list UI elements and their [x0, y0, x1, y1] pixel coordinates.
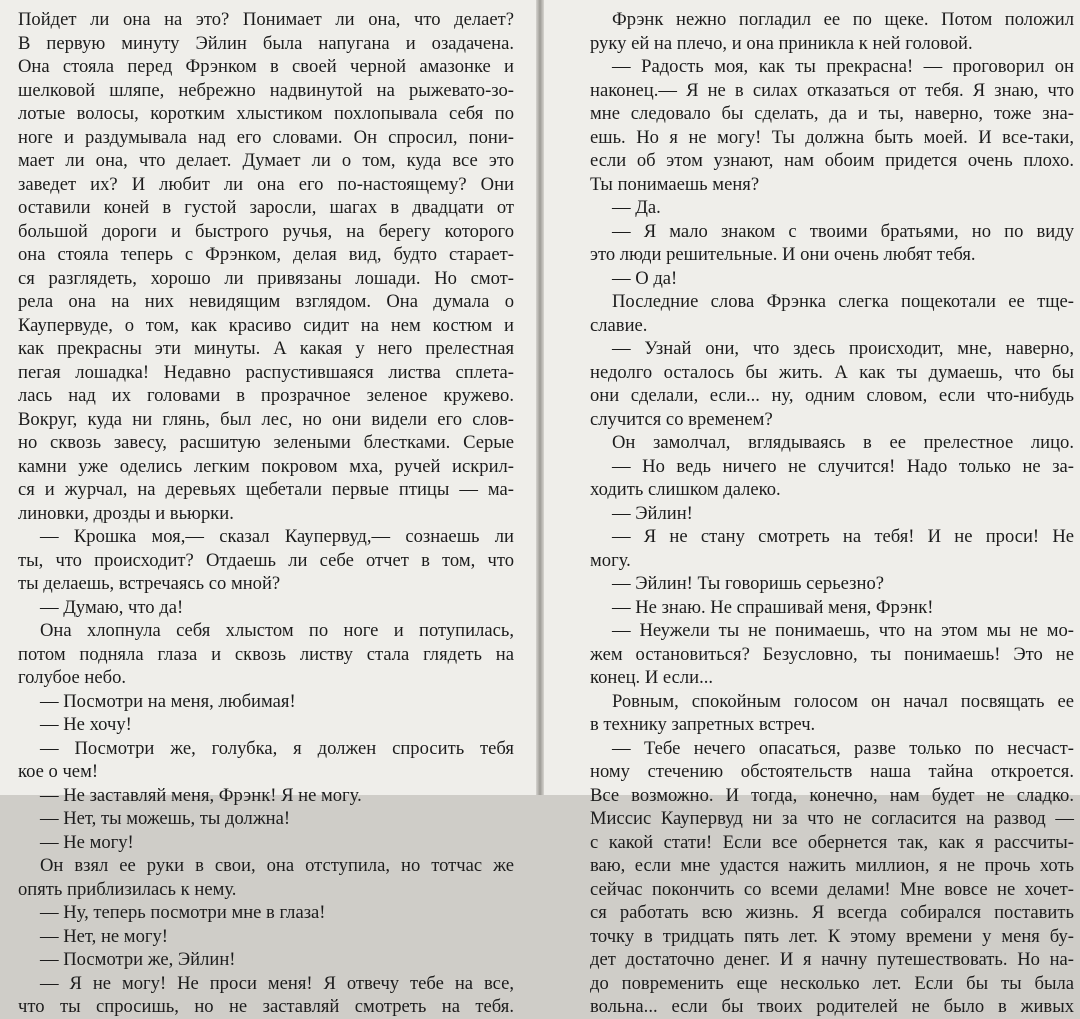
text-line: в технику запретных встреч. — [590, 714, 816, 735]
text-line: опять приблизилась к нему. — [18, 878, 237, 900]
text-line: — Ну, теперь посмотри мне в глаза! — [40, 902, 326, 923]
text-line: Фрэнк нежно погладил ее по щеке. Потом положил — [612, 9, 1074, 30]
text-line: заведет их? И любит ли она его по-настоящему? Они — [18, 173, 514, 195]
text-line: ходить слишком далеко. — [590, 479, 781, 500]
text-line: вольна... если бы твоих родителей не было в живых — [590, 996, 1074, 1017]
text-line: линовки, дрозды и вьюрки. — [18, 502, 234, 524]
text-line: могу. — [590, 549, 631, 571]
text-line: большой дороги и быстрого ручья, на берегу которого — [18, 220, 514, 242]
text-line: Ты понимаешь меня? — [590, 173, 760, 195]
text-line: В первую минуту Эйлин была напугана и озадачена. — [18, 32, 514, 54]
text-line: — Посмотри на меня, любимая! — [40, 690, 296, 712]
text-line: мне следовало бы сделать, да и ты, наверно, тоже зна- — [590, 103, 1074, 124]
text-line: — Я не стану смотреть на тебя! И не проси! Не — [612, 526, 1074, 547]
text-line: потом подняла глаза и сквозь листву стала глядеть на — [18, 643, 514, 665]
text-line: Вокруг, куда ни глянь, был лес, но они видели его слов- — [18, 408, 514, 430]
text-line: Она стояла перед Фрэнком в своей черной амазонке и — [18, 56, 514, 77]
text-line: ваю, если мне удастся нажить миллион, я не прочь хоть — [590, 855, 1074, 876]
text-line: они сделали, если... ну, одним словом, если что-нибудь — [590, 385, 1074, 406]
text-line: недолго осталось бы жить. А как ты думаешь, что бы — [590, 361, 1074, 383]
text-line: — Да. — [612, 197, 661, 218]
text-line: шелковой шляпе, небрежно надвинутой на рыжевато-зо- — [18, 79, 514, 101]
text-line: но сквозь завесу, расшитую зелеными блестками. Серые — [18, 432, 514, 453]
text-line: пегая лошадка! Недавно распустившаяся листва сплета- — [18, 361, 514, 383]
text-line: дет достаточно денег. И я начну путешествовать. Но на- — [590, 949, 1074, 970]
text-line: если об этом узнают, нам обоим придется очень плохо. — [590, 150, 1074, 171]
text-line: — Не хочу! — [40, 714, 132, 735]
text-line: ноге и раздумывала над его словами. Он спросил, пони- — [18, 126, 514, 148]
text-line: это люди решительные. И они очень любят тебя. — [590, 244, 976, 265]
text-line: сейчас покончить со всеми делами! Мне вовсе не хочет- — [590, 878, 1074, 900]
text-line: Миссис Каупервуд ни за что не согласится на развод — — [590, 808, 1074, 829]
text-line: Она хлопнула себя хлыстом по ноге и потупилась, — [40, 620, 514, 641]
text-line: лась над их головами в прозрачное зеленое кружево. — [18, 385, 514, 406]
text-line: Пойдет ли она на это? Понимает ли она, что делает? — [18, 9, 514, 30]
left-page-text — [18, 8, 514, 1019]
text-line: лотые волосы, коротким хлыстиком похлопывала себя по — [18, 103, 514, 124]
text-line: ты делаешь, встречаясь со мной? — [18, 573, 281, 594]
text-line: — Я не могу! Не проси меня! Я отвечу тебе на все, — [40, 972, 514, 994]
text-line: мает ли она, что делает. Думает ли о том, куда все это — [18, 150, 514, 171]
text-line: точку в тридцать пять лет. К этому времени у меня бу- — [590, 925, 1074, 947]
text-line: конец. И если... — [590, 667, 714, 688]
text-line: ешь. Но я не могу! Ты должна быть моей. И все-таки, — [590, 126, 1074, 148]
text-line: — Нет, не могу! — [40, 925, 168, 947]
text-line: — Узнай они, что здесь происходит, мне, наверно, — [612, 338, 1074, 359]
text-line: — Не знаю. Не спрашивай меня, Фрэнк! — [612, 596, 934, 618]
text-line: — Крошка моя,— сказал Каупервуд,— сознаешь ли — [40, 526, 514, 547]
text-line: — Я мало знаком с твоими братьями, но по виду — [612, 220, 1074, 242]
text-line: — Но ведь ничего не случится! Надо только не за- — [612, 455, 1074, 477]
right-page — [544, 0, 1080, 1017]
text-line: с какой стати! Если все обернется так, как я рассчиты- — [590, 831, 1074, 853]
text-line: Он замолчал, вглядываясь в ее прелестное лицо. — [612, 432, 1074, 453]
text-line: славие. — [590, 314, 648, 336]
text-line: что ты спросишь, но не заставляй смотреть на тебя. — [18, 996, 514, 1017]
text-line: ся разглядеть, хорошо ли привязаны лошади. Но смот- — [18, 267, 514, 289]
text-line: случится со временем? — [590, 408, 773, 430]
text-line: — Нет, ты можешь, ты должна! — [40, 808, 291, 829]
text-line: — Эйлин! Ты говоришь серьезно? — [612, 573, 884, 594]
text-line: ся работать всю жизнь. Я всегда собирался поставить — [590, 902, 1074, 923]
text-line: до повременить еще несколько лет. Если бы ты была — [590, 972, 1074, 994]
text-line: — Посмотри же, Эйлин! — [40, 949, 236, 970]
text-line: — Думаю, что да! — [40, 596, 184, 618]
text-line: ты, что происходит? Отдаешь ли себе отчет в том, что — [18, 549, 514, 571]
text-line: — Радость моя, как ты прекрасна! — проговорил он — [612, 56, 1074, 77]
text-line: — Неужели ты не понимаешь, что на этом мы не мо- — [612, 620, 1074, 641]
text-line: — Не заставляй меня, Фрэнк! Я не могу. — [40, 784, 362, 806]
text-line: оставили коней в густой заросли, шагах в двадцати от — [18, 197, 514, 218]
text-line: — Тебе нечего опасаться, разве только по несчаст- — [612, 737, 1074, 759]
text-line: — Посмотри же, голубка, я должен спросить тебя — [40, 737, 514, 759]
text-line: рела она на них невидящим взглядом. Она думала о — [18, 291, 514, 312]
text-line: камни уже оделись легким покровом мха, ручей искрил- — [18, 455, 514, 477]
right-page-text — [590, 8, 1074, 1019]
text-line: как прекрасны эти минуты. А какая у него прелестная — [18, 338, 514, 359]
book-gutter — [536, 0, 544, 795]
text-line: жем остановиться? Безусловно, ты понимаешь! Это не — [590, 643, 1074, 665]
text-line: Последние слова Фрэнка слегка пощекотали ее тще- — [612, 291, 1074, 312]
text-line: — Эйлин! — [612, 502, 693, 524]
text-line: ся и журчал, на деревьях щебетали первые птицы — ма- — [18, 479, 514, 500]
text-line: Ровным, спокойным голосом он начал посвящать ее — [612, 690, 1074, 712]
text-line: голубое небо. — [18, 667, 127, 688]
text-line: кое о чем! — [18, 761, 99, 782]
left-page — [0, 0, 536, 1017]
text-line: Все возможно. И тогда, конечно, нам будет не сладко. — [590, 784, 1074, 806]
text-line: руку ей на плечо, и она приникла к ней головой. — [590, 32, 973, 54]
text-line: — Не могу! — [40, 831, 134, 853]
text-line: — О да! — [612, 267, 678, 289]
text-line: ному стечению обстоятельств наша тайна откроется. — [590, 761, 1074, 782]
text-line: Каупервуде, о том, как красиво сидит на нем костюм и — [18, 314, 514, 336]
text-line: наконец.— Я не в силах отказаться от тебя. Я знаю, что — [590, 79, 1074, 101]
text-line: она стояла теперь с Фрэнком, делая вид, будто старает- — [18, 244, 514, 265]
text-line: Он взял ее руки в свои, она отступила, но тотчас же — [40, 855, 514, 876]
